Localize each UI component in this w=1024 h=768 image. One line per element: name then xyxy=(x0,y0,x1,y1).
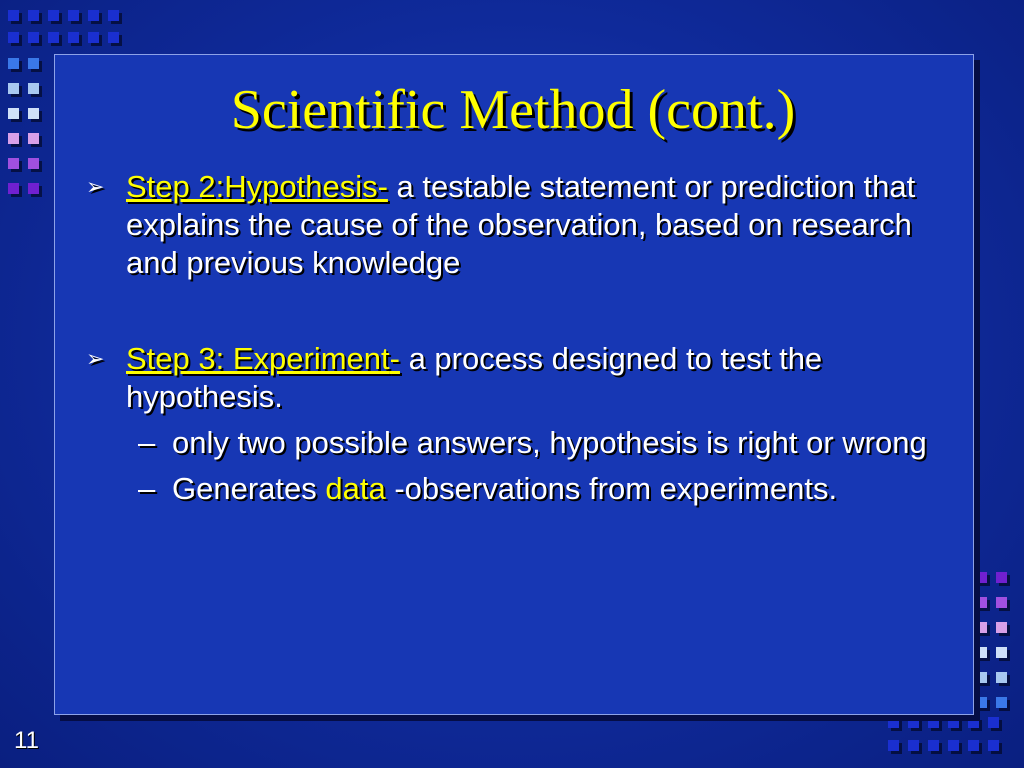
decor-square xyxy=(968,740,979,751)
decor-square xyxy=(8,83,19,94)
decor-square xyxy=(8,133,19,144)
bullet-experiment xyxy=(86,340,946,416)
decor-square xyxy=(888,717,899,728)
arrow-bullet-icon: ➢ xyxy=(86,346,105,371)
data-term: data xyxy=(325,471,386,506)
decor-square xyxy=(996,647,1007,658)
decor-square xyxy=(88,32,99,43)
decor-square xyxy=(968,717,979,728)
decor-square xyxy=(976,697,987,708)
decor-square xyxy=(8,32,19,43)
decor-square xyxy=(8,183,19,194)
decor-square xyxy=(8,108,19,119)
decor-square xyxy=(88,10,99,21)
dash-bullet-icon: – xyxy=(138,471,156,506)
sub-bullet-post: -observations from experiments. xyxy=(385,471,838,506)
decor-square xyxy=(68,10,79,21)
decor-square xyxy=(976,622,987,633)
decor-square xyxy=(28,108,39,119)
decor-square xyxy=(928,740,939,751)
decor-square xyxy=(8,158,19,169)
decor-square xyxy=(996,622,1007,633)
experiment-definition: a process designed to test the hypothesis. xyxy=(126,341,823,414)
decor-square xyxy=(976,597,987,608)
decor-square xyxy=(28,10,39,21)
decor-square xyxy=(988,717,999,728)
decor-square xyxy=(948,740,959,751)
decor-square xyxy=(8,10,19,21)
sub-bullet-generates-data xyxy=(86,470,946,508)
decor-square xyxy=(948,717,959,728)
slide-number: 11 xyxy=(14,727,39,754)
dash-bullet-icon: – xyxy=(138,425,156,460)
experiment-term-dash: - xyxy=(389,341,400,376)
decor-square xyxy=(108,10,119,21)
decor-square xyxy=(28,158,39,169)
decor-squares-top-left xyxy=(8,10,128,43)
decor-square xyxy=(108,32,119,43)
decor-square xyxy=(996,572,1007,583)
decor-square xyxy=(928,717,939,728)
sub-bullet-pre: Generates xyxy=(172,471,326,506)
slide-title: Scientific Method (cont.) xyxy=(230,79,796,141)
decor-squares-right-column xyxy=(976,572,1016,708)
sub-bullet-text: only two possible answers, hypothesis is right or wrong xyxy=(172,425,927,460)
decor-square xyxy=(28,83,39,94)
decor-square xyxy=(48,32,59,43)
decor-square xyxy=(28,32,39,43)
decor-square xyxy=(48,10,59,21)
decor-square xyxy=(976,672,987,683)
sub-bullet-two-answers xyxy=(86,424,946,462)
hypothesis-term: Step 2:Hypothesis- xyxy=(126,169,388,204)
arrow-bullet-icon: ➢ xyxy=(86,174,105,199)
decor-squares-left-column xyxy=(8,58,48,194)
decor-square xyxy=(28,133,39,144)
decor-square xyxy=(996,597,1007,608)
hypothesis-definition: a testable statement or prediction that explains the cause of the observation, based on research and previous knowledge xyxy=(126,169,916,280)
decor-square xyxy=(68,32,79,43)
decor-squares-bottom-right xyxy=(888,717,1008,751)
bullet-hypothesis xyxy=(86,168,946,282)
decor-square xyxy=(988,740,999,751)
decor-square xyxy=(888,740,899,751)
decor-square xyxy=(8,58,19,69)
decor-square xyxy=(996,672,1007,683)
decor-square xyxy=(976,647,987,658)
experiment-term: Step 3: Experiment xyxy=(126,341,390,376)
decor-square xyxy=(28,58,39,69)
decor-square xyxy=(908,740,919,751)
decor-square xyxy=(908,717,919,728)
slide-body xyxy=(86,168,946,508)
decor-square xyxy=(28,183,39,194)
decor-square xyxy=(976,572,987,583)
decor-square xyxy=(996,697,1007,708)
